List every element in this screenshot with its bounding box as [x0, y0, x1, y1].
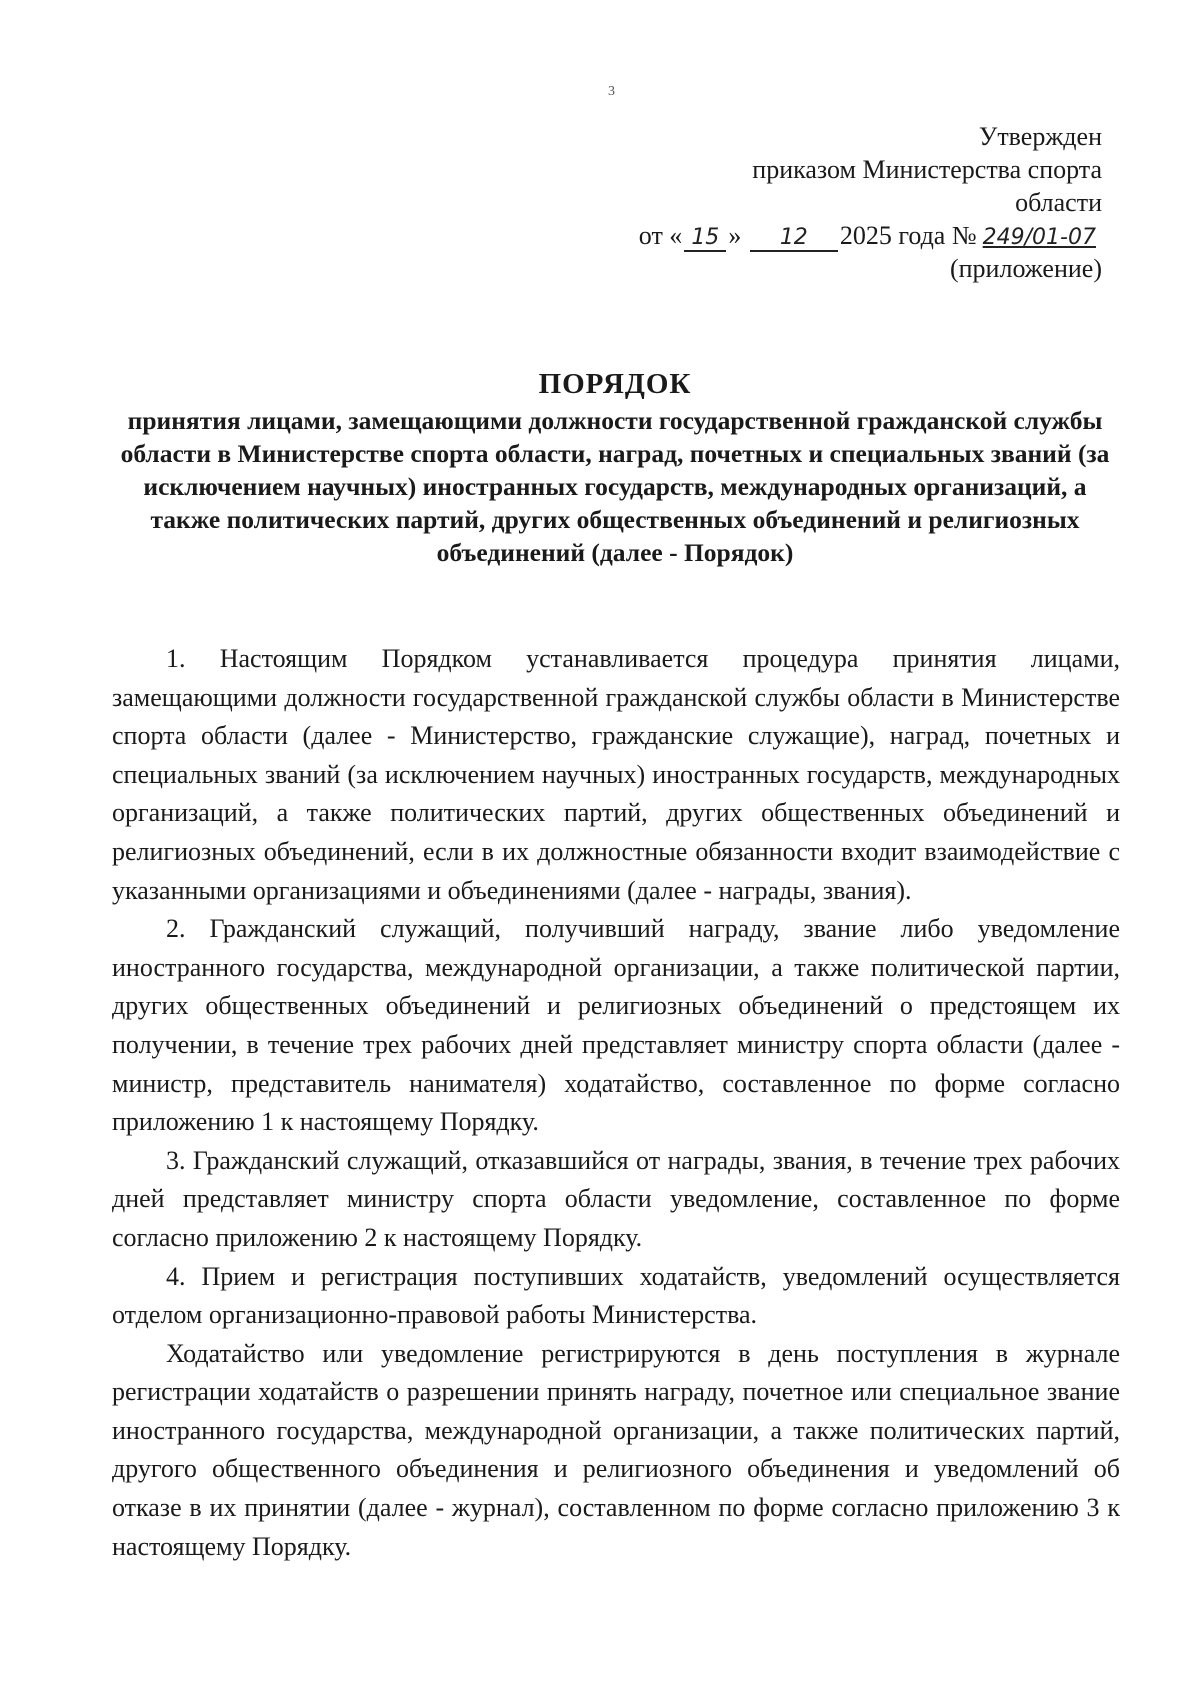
paragraph-1: 1. Настоящим Порядком устанавливается процедура принятия лицами, замещающими должности государственной гражданской службы области в Министерстве спорта области (далее - Министерство, гражданские служащие), наград, почетных и специальных званий (за исключением научных) иностранных государств, международных организаций, а также политических партий, других общественных объединений и религиозных объединений, если в их должностные обязанности входит взаимодействие с указанными организациями и объединениями (далее - награды, звания).: [112, 644, 1120, 905]
approval-line-region: области: [1015, 188, 1102, 217]
handwritten-order-number: 249/01-07: [982, 225, 1096, 250]
document-title: ПОРЯДОК: [538, 368, 692, 400]
paragraph-5: Ходатайство или уведомление регистрируются в день поступления в журнале регистрации ходатайств о разрешении принять награду, почетное или специальное звание иностранного государства, международной организации, а также политических партий, другого общественного объединения и религиозного объединения и уведомлений об отказе в их принятии (далее - журнал), составленном по форме согласно приложению 3 к настоящему Порядку.: [112, 1338, 1120, 1561]
date-year: 2025 года №: [839, 221, 977, 250]
approval-note: (приложение): [949, 254, 1102, 283]
document-body: [112, 640, 1120, 1566]
document-title-block: [110, 366, 1120, 569]
handwritten-month: 12: [750, 226, 838, 252]
handwritten-day: 15: [684, 226, 726, 252]
paragraph-3: 3. Гражданский служащий, отказавшийся от награды, звания, в течение трех рабочих дней представляет министру спорта области уведомление, составленное по форме согласно приложению 2 к настоящему Порядку.: [112, 1145, 1120, 1252]
document-subtitle: принятия лицами, замещающими должности государственной гражданской службы области в Министерстве спорта области, наград, почетных и специальных званий (за исключением научных) иностранных государств, международных организаций, а также политических партий, других общественных объединений и религиозных объединений (далее - Порядок): [120, 406, 1110, 567]
date-mid: »: [728, 221, 742, 250]
approval-stamp-block: [582, 120, 1102, 285]
approval-line-approved: Утвержден: [978, 122, 1102, 151]
paragraph-4: 4. Прием и регистрация поступивших ходатайств, уведомлений осуществляется отделом организационно-правовой работы Министерства.: [112, 1261, 1120, 1330]
page-number: 3: [608, 84, 615, 99]
date-prefix: от «: [638, 221, 683, 250]
approval-line-order: приказом Министерства спорта: [752, 155, 1102, 184]
approval-date-line: [582, 219, 1102, 252]
paragraph-2: 2. Гражданский служащий, получивший награду, звание либо уведомление иностранного государства, международной организации, а также политической партии, других общественных объединений и религиозных объединений о предстоящем их получении, в течение трех рабочих дней представляет министру спорта области (далее - министр, представитель нанимателя) ходатайство, составленное по форме согласно приложению 1 к настоящему Порядку.: [112, 914, 1120, 1137]
